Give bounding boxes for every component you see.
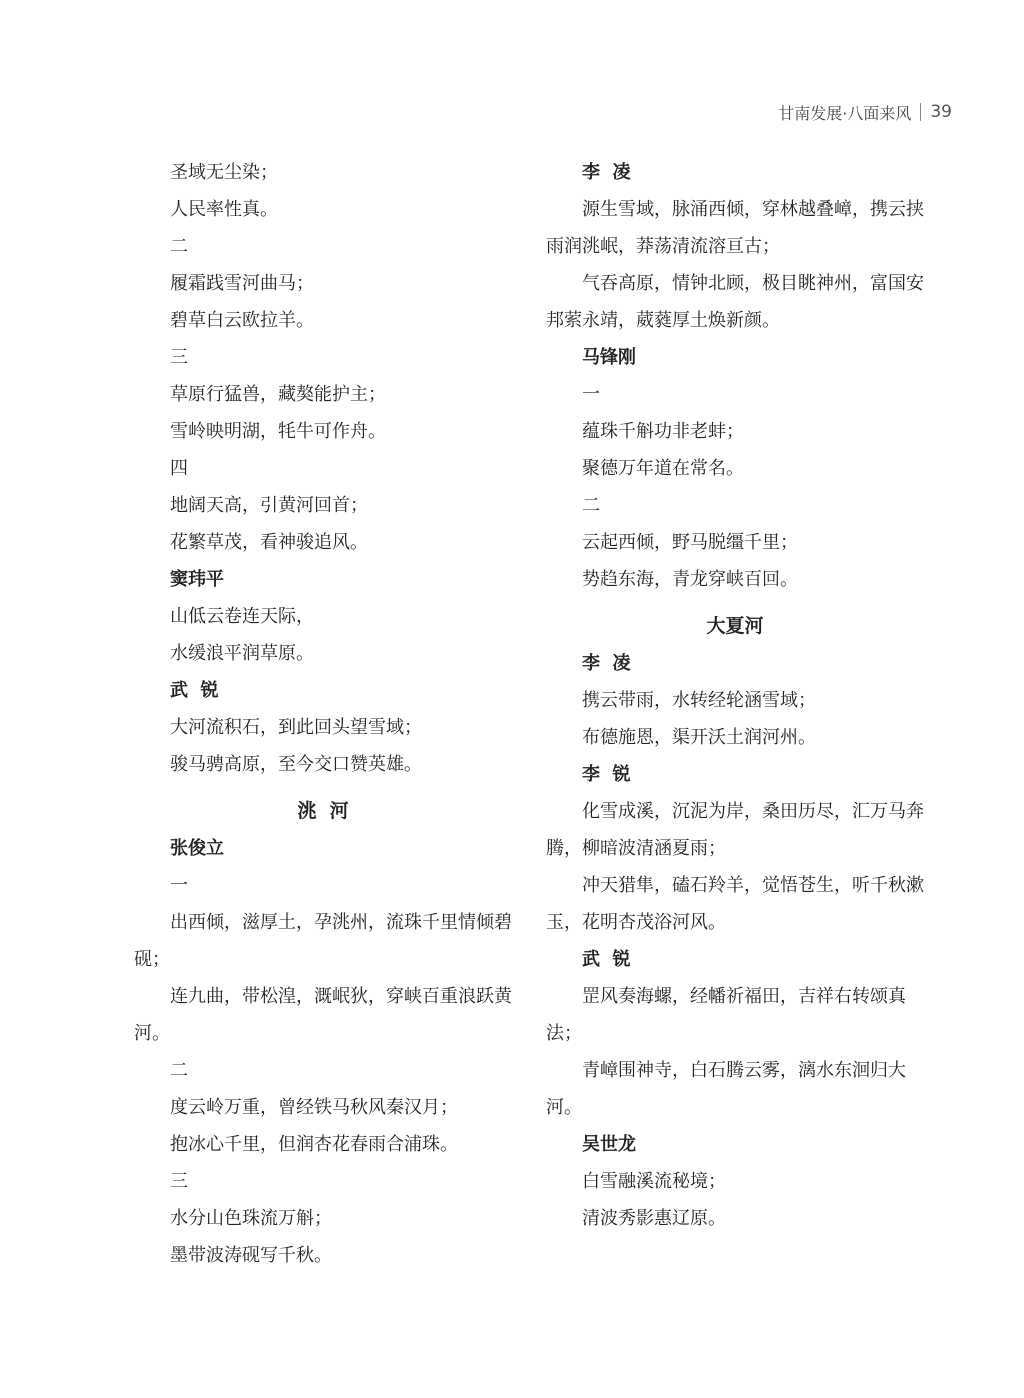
header-divider: [920, 103, 921, 121]
couplet-line: 出西倾，滋厚土，孕洮州，流珠千里情倾碧砚；: [134, 912, 512, 970]
couplet-line: 三: [170, 347, 188, 368]
couplet-line: 势趋东海，青龙穿峡百回。: [582, 569, 798, 590]
couplet-line: 三: [170, 1171, 188, 1192]
author-name: 李 凌: [582, 653, 631, 674]
couplet-line: 冲天猎隼，磕石羚羊，觉悟苍生，听千秋漱玉，花明杏茂浴河风。: [546, 875, 924, 933]
couplet-line: 罡风奏海螺，经幡祈福田，吉祥右转颂真法；: [546, 986, 906, 1044]
couplet-line: 草原行猛兽，藏獒能护主；: [170, 384, 386, 405]
author-name: 马锋刚: [582, 347, 636, 368]
right-column: [546, 154, 924, 1237]
left-column: [134, 154, 512, 1274]
couplet-line: 度云岭万重，曾经铁马秋风秦汉月；: [170, 1097, 458, 1118]
couplet-line: 山低云卷连天际，: [170, 606, 314, 627]
couplet-line: 墨带波涛砚写千秋。: [170, 1245, 332, 1266]
couplet-line: 圣域无尘染；: [170, 162, 278, 183]
couplet-line: 化雪成溪，沉泥为岸，桑田历尽，汇万马奔腾，柳暗波清涵夏雨；: [546, 801, 924, 859]
section-title: 洮 河: [297, 800, 349, 822]
couplet-line: 连九曲，带松湟，溉岷狄，穿峡百重浪跃黄河。: [134, 986, 512, 1044]
author-name: 吴世龙: [582, 1134, 636, 1155]
couplet-line: 大河流积石，到此回头望雪域；: [170, 717, 422, 738]
couplet-line: 骏马骋高原，至今交口赞英雄。: [170, 754, 422, 775]
page-number: 39: [930, 102, 952, 122]
section-title: 大夏河: [706, 615, 764, 637]
couplet-line: 抱冰心千里，但润杏花春雨合浦珠。: [170, 1134, 458, 1155]
couplet-line: 二: [170, 1060, 188, 1081]
running-header: [778, 100, 952, 124]
couplet-line: 二: [582, 495, 600, 516]
couplet-line: 水缓浪平润草原。: [170, 643, 314, 664]
couplet-line: 雪岭映明湖，牦牛可作舟。: [170, 421, 386, 442]
couplet-line: 履霜践雪河曲马；: [170, 273, 314, 294]
couplet-line: 水分山色珠流万斛；: [170, 1208, 332, 1229]
couplet-line: 源生雪域，脉涌西倾，穿林越叠嶂，携云挟雨润洮岷，莽荡清流溶亘古；: [546, 199, 924, 257]
couplet-line: 人民率性真。: [170, 199, 278, 220]
author-name: 李 凌: [582, 162, 631, 183]
couplet-line: 云起西倾，野马脱缰千里；: [582, 532, 798, 553]
couplet-line: 地阔天高，引黄河回首；: [170, 495, 368, 516]
couplet-line: 青嶂围神寺，白石腾云雾，漓水东洄归大河。: [546, 1060, 906, 1118]
couplet-line: 花繁草茂，看神骏追风。: [170, 532, 368, 553]
couplet-line: 一: [170, 875, 188, 896]
running-header-title: 甘南发展·八面来风: [778, 103, 912, 123]
couplet-line: 布德施恩，渠开沃土润河州。: [582, 727, 816, 748]
author-name: 武 锐: [170, 680, 219, 701]
couplet-line: 清波秀影惠辽原。: [582, 1208, 726, 1229]
author-name: 窦玮平: [170, 569, 224, 590]
couplet-line: 一: [582, 384, 600, 405]
couplet-line: 气吞高原，情钟北顾，极目眺神州，富国安邦萦永靖，葳蕤厚土焕新颜。: [546, 273, 924, 331]
couplet-line: 四: [170, 458, 188, 479]
author-name: 李 锐: [582, 764, 631, 785]
couplet-line: 碧草白云欧拉羊。: [170, 310, 314, 331]
couplet-line: 携云带雨，水转经轮涵雪域；: [582, 690, 816, 711]
couplet-line: 聚德万年道在常名。: [582, 458, 744, 479]
author-name: 张俊立: [170, 838, 224, 859]
couplet-line: 二: [170, 236, 188, 257]
author-name: 武 锐: [582, 949, 631, 970]
couplet-line: 蕴珠千斛功非老蚌；: [582, 421, 744, 442]
couplet-line: 白雪融溪流秘境；: [582, 1171, 726, 1192]
